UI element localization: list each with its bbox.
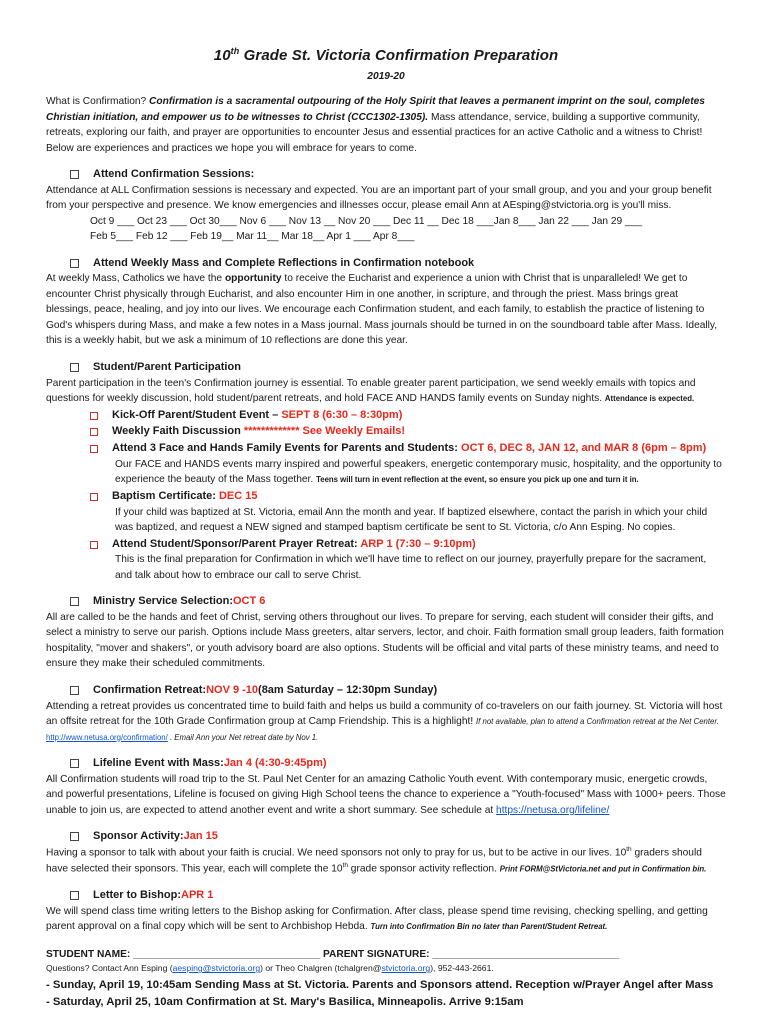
questions-contact: Questions? Contact Ann Esping (aesping@stvictoria.org) or Theo Chalgren (tchalgren@stvictoria.org), 952-443-2661. bbox=[46, 963, 494, 974]
confirmation-date-note: - Saturday, April 25, 10am Confirmation at St. Mary's Basilica, Minneapolis. Arrive 9:15am bbox=[46, 996, 524, 1009]
prayer-retreat-body: This is the final preparation for Confirmation in which we'll have time to reflect on our journey, prayerfully prepare for the sacrament, and talk about how to embrace our call to serve Christ. bbox=[115, 554, 707, 581]
parent-checkbox[interactable] bbox=[70, 363, 79, 372]
sessions-body: Attendance at ALL Confirmation sessions is necessary and expected. You are an important part of your small group, and you and your group benefit from your perspective and presence. We know emergencies and illnesses occur, please email Ann at AEsping@stvictoria.org is you'll miss. bbox=[46, 184, 712, 212]
ministry-body: All are called to be the hands and feet of Christ, serving others throughout our lives. To prepare for serving, each student will consider their gifts, and select a ministry to serve our parish. Options include Mass greeters, altar servers, lector, and choir. Faith formation small group leaders, faith formation hospitality, "mover and shakers", or youth advisory board are also options. Students will be official and vital parts of these ministry teams, and need to ensure they make their scheduled commitments. bbox=[46, 611, 724, 670]
intro-paragraph: What is Confirmation? Confirmation is a sacramental outpouring of the Holy Spirit that leaves a permanent imprint on the soul, completes Christian initiation, and empower us to be witnesses to Christ (CCC1302-1305). Mass attendance, service, building a supportive community, retreats, exploring our faith, and prayer are opportunities to encounter Jesus and essential practices for an active Catholic and a witness to Christ! Below are experiences and practices we hope you will embrace for years to come. bbox=[46, 96, 705, 154]
net-confirmation-link[interactable]: http://www.netusa.org/confirmation/ bbox=[46, 732, 168, 742]
parent-item-kickoff: Kick-Off Parent/Student Event – SEPT 8 (6:30 – 8:30pm) bbox=[90, 407, 726, 424]
lifeline-body: All Confirmation students will road trip to the St. Paul Net Center for an amazing Catholic Youth event. With contemporary music, energetic crowds, and powerful presentations, Lifeline is focused on giving High School teens the chance to experience a "Youth-focused" Mass with 1000+ peers. Those unable to join us, are expected to attend another event and write a short summary. See schedule at https://netusa.org/lifeline/ bbox=[46, 773, 726, 816]
signature-line: STUDENT NAME: _________________________________ PARENT SIGNATURE: _________________________________ bbox=[46, 948, 620, 960]
section-sponsor-heading: Sponsor Activity: Jan 15 bbox=[46, 828, 726, 845]
section-lifeline-heading: Lifeline Event with Mass: Jan 4 (4:30-9:45pm) bbox=[46, 755, 726, 772]
sending-mass-note: - Sunday, April 19, 10:45am Sending Mass at St. Victoria. Parents and Sponsors attend. Reception w/Prayer Angel after Mass bbox=[46, 979, 714, 992]
page-title: 10th Grade St. Victoria Confirmation Preparation bbox=[213, 46, 559, 64]
lifeline-checkbox[interactable] bbox=[70, 759, 79, 768]
parent-item-weekly-discussion: Weekly Faith Discussion ************* See Weekly Emails! bbox=[90, 423, 726, 440]
ann-email-link[interactable]: aesping@stvictoria.org bbox=[172, 963, 261, 974]
section-sessions-heading: Attend Confirmation Sessions: bbox=[46, 166, 726, 183]
ministry-checkbox[interactable] bbox=[70, 597, 79, 606]
letter-body: We will spend class time writing letters to the Bishop asking for Confirmation. After class, please spend time revising, checking spelling, and getting parent approval on a final copy which will be sent to Archbishop Hebda. Turn into Confirmation Bin no later than Parent/Student Retreat. bbox=[46, 905, 708, 933]
lifeline-link[interactable]: https://netusa.org/lifeline/ bbox=[496, 804, 610, 816]
baptism-body: If your child was baptized at St. Victoria, email Ann the month and year. If baptized elsewhere, contact the parish in which your child was baptized, and request a NEW signed and stamped baptism certificate be sent to St. Victoria, c/o Ann Esping. No copies. bbox=[115, 506, 708, 534]
sponsor-body: Having a sponsor to talk with about your faith is crucial. We need sponsors not only to pray for us, but to be active in our lives. 10th graders should have selected their sponsors. This year, each will complete the 10th grade sponsor activity reflection. Print FORM@StVictoria.net and put in Confirmation bin. bbox=[46, 846, 707, 875]
parent-item-baptism: Baptism Certificate: DEC 15 bbox=[90, 488, 726, 505]
face-hands-checkbox[interactable] bbox=[90, 445, 98, 453]
retreat-body: Attending a retreat provides us concentrated time to build faith and helps us build a community of co-travelers on our faith journey. St. Victoria will host an offsite retreat for the 10th Grade Confirmation group at Camp Friendship. This is a highlight! If not available, plan to attend a Confirmation retreat at the Net Center. http://www.netusa.org/confirmation/ . Email Ann your Net retreat date by Nov 1. bbox=[46, 700, 723, 742]
weekly-discussion-checkbox[interactable] bbox=[90, 428, 98, 436]
theo-email-link[interactable]: stvictoria.org bbox=[381, 963, 431, 974]
kickoff-checkbox[interactable] bbox=[90, 412, 98, 420]
face-hands-body: Our FACE and HANDS events marry inspired and powerful speakers, energetic contemporary music, hospitality, and the opportunity to experience the beauty of the Mass together. Teens will turn in event reflection at the event, so ensure you pick up one and turn it in. bbox=[115, 458, 722, 486]
prayer-retreat-checkbox[interactable] bbox=[90, 541, 98, 549]
letter-checkbox[interactable] bbox=[70, 891, 79, 900]
session-dates-line-1: Oct 9 ___ Oct 23 ___ Oct 30___ Nov 6 ___ Nov 13 __ Nov 20 ___ Dec 11 __ Dec 18 ___Jan 8___ Jan 22 ___ Jan 29 ___ bbox=[90, 215, 643, 227]
parent-item-face-hands: Attend 3 Face and Hands Family Events for Parents and Students: OCT 6, DEC 8, JAN 12, and MAR 8 (6pm – 8pm) bbox=[90, 440, 726, 457]
section-retreat-heading: Confirmation Retreat: NOV 9 -10 (8am Saturday – 12:30pm Sunday) bbox=[46, 682, 726, 699]
mass-body: At weekly Mass, Catholics we have the opportunity to receive the Eucharist and experience a union with Christ that is unparalleled! We get to encounter Christ physically through Eucharist, and also encounter Him in one another, in scripture, and through the priest. Mass brings great blessings, peace, healing, and joy into our lives. We encourage each Confirmation student, and each family, to establish the practice of listening to God's whispers during Mass, and make a few notes in a Mass journal. Mass journals should be turned in on the soundboard table after Mass. Ideally, this is a weekly habit, but we ask a minimum of 10 reflections are done this year. bbox=[46, 273, 718, 347]
sponsor-checkbox[interactable] bbox=[70, 832, 79, 841]
section-letter-heading: Letter to Bishop: APR 1 bbox=[46, 887, 726, 904]
section-ministry-heading: Ministry Service Selection: OCT 6 bbox=[46, 593, 726, 610]
mass-checkbox[interactable] bbox=[70, 259, 79, 268]
session-dates-line-2: Feb 5___ Feb 12 ___ Feb 19__ Mar 11__ Mar 18__ Apr 1 ___ Apr 8___ bbox=[90, 231, 415, 243]
document-page bbox=[46, 46, 726, 1011]
program-year: 2019-20 bbox=[367, 70, 405, 82]
parent-body: Parent participation in the teen's Confirmation journey is essential. To enable greater parent participation, we send weekly emails with topics and questions for weekly discussion, hold student/parent retreats, and hold FACE AND HANDS family events on Sunday nights. Attendance is expected. bbox=[46, 377, 696, 405]
sessions-checkbox[interactable] bbox=[70, 170, 79, 179]
retreat-checkbox[interactable] bbox=[70, 686, 79, 695]
section-mass-heading: Attend Weekly Mass and Complete Reflections in Confirmation notebook bbox=[46, 255, 726, 272]
baptism-checkbox[interactable] bbox=[90, 493, 98, 501]
parent-item-prayer-retreat: Attend Student/Sponsor/Parent Prayer Retreat: ARP 1 (7:30 – 9:10pm) bbox=[90, 536, 726, 553]
section-parent-heading: Student/Parent Participation bbox=[46, 359, 726, 376]
